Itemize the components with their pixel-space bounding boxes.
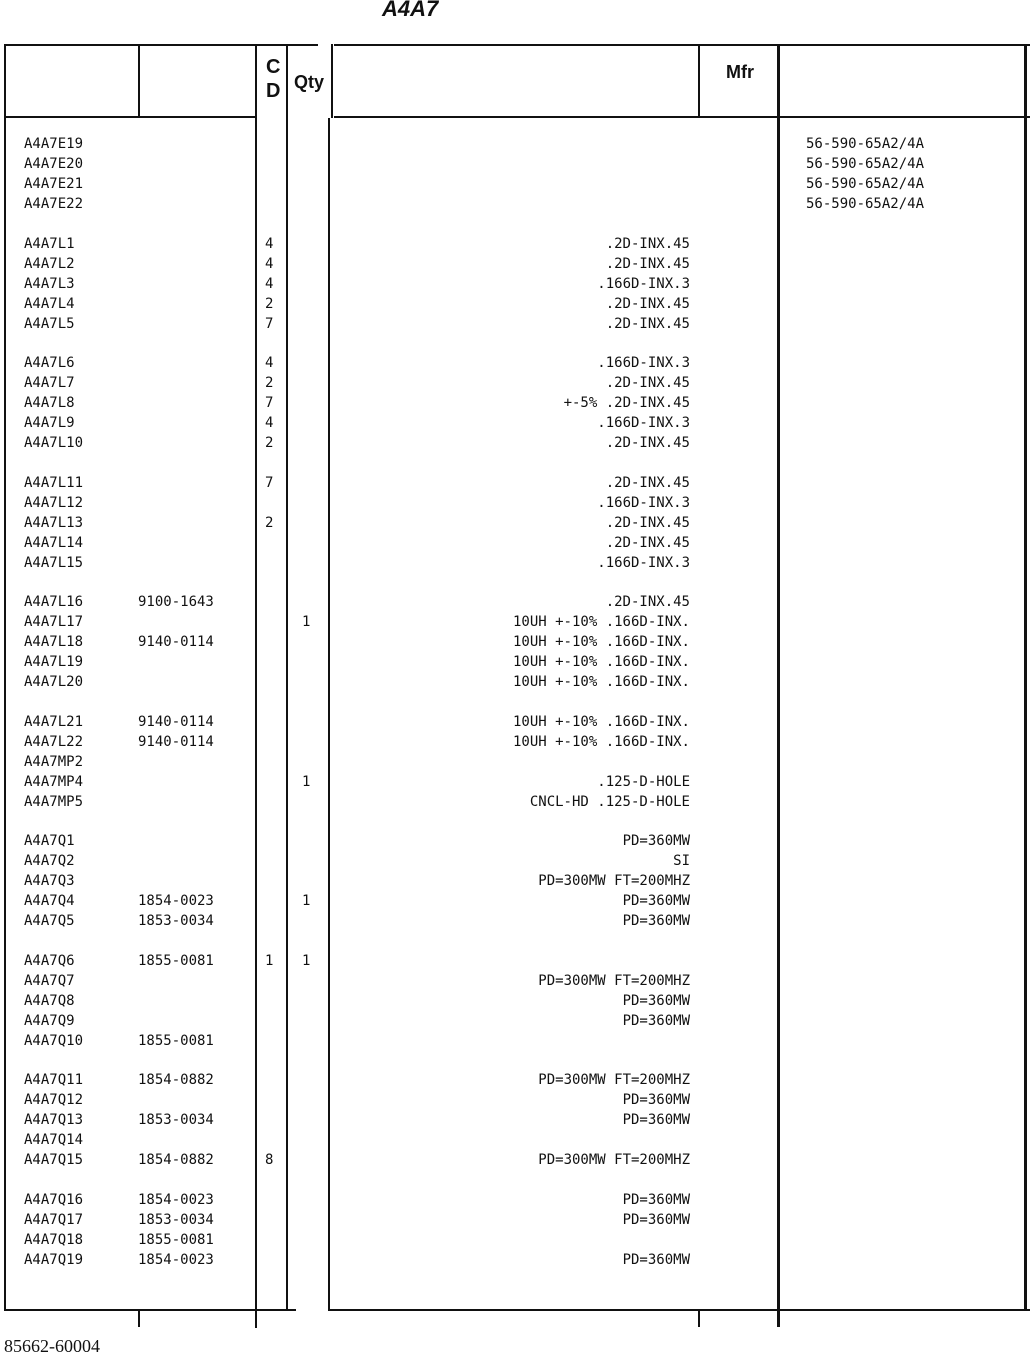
row-pn: 1855-0081 [138,1032,214,1049]
row-pn: 1854-0023 [138,1251,214,1268]
row-pn: 1853-0034 [138,1112,214,1128]
header-rule-left [4,116,256,118]
row-cd: 7 [265,474,274,491]
row-ref: A4A7L21 [24,713,84,730]
row-cd: 2 [265,295,274,312]
row-ref: A4A7Q7 [24,972,75,989]
row-ref: A4A7Q5 [24,913,75,929]
row-desc: .2D-INX.45 [605,534,690,551]
row-desc: .166D-INX.3 [597,554,690,571]
page-title: A4A7 [382,0,439,21]
row-desc: PD=300MW FT=200MHZ [538,972,690,989]
row-ref: A4A7L13 [24,514,84,531]
header-cd-top: C [266,56,281,78]
row-ref: A4A7L7 [24,375,75,391]
row-desc: PD=360MW [622,1191,690,1208]
col-line-1b [138,1311,140,1327]
header-mfr: Mfr [726,62,754,82]
row-ref: A4A7E20 [24,156,84,172]
row-ref: A4A7L18 [24,634,84,650]
col-line-7 [1024,44,1027,1310]
row-ref: A4A7L17 [24,614,84,630]
col-line-6 [777,44,780,1327]
row-desc: .2D-INX.45 [605,315,690,332]
col-line-3 [286,44,288,1310]
row-cd: 1 [265,952,274,969]
row-desc: PD=360MW [622,1112,690,1128]
row-ref: A4A7Q16 [24,1191,84,1208]
row-ref: A4A7Q2 [24,853,75,869]
row-desc: .166D-INX.3 [597,494,690,511]
row-ref: A4A7L2 [24,255,75,272]
row-desc: .166D-INX.3 [597,355,690,371]
row-ref: A4A7E19 [24,136,84,152]
row-pn: 1854-0882 [138,1072,214,1088]
row-desc: PD=360MW [622,833,690,849]
row-desc: .166D-INX.3 [597,415,690,431]
row-ref: A4A7L4 [24,295,75,312]
row-ref: A4A7Q1 [24,833,75,849]
row-desc: PD=300MW FT=200MHZ [538,1072,690,1088]
row-cd: 8 [265,1152,274,1168]
row-qty: 1 [302,773,311,790]
row-ref: A4A7L16 [24,594,84,610]
row-cd: 4 [265,415,274,431]
row-ref: A4A7E21 [24,176,84,192]
row-ref: A4A7L20 [24,674,84,690]
bottom-rule-left [4,1309,296,1311]
row-ref: A4A7L19 [24,654,84,670]
col-line-4 [331,44,333,118]
row-ref: A4A7Q4 [24,893,75,909]
row-pn: 1853-0034 [138,913,214,929]
row-desc: .2D-INX.45 [605,435,690,451]
row-ref: A4A7Q3 [24,873,75,889]
row-desc: PD=360MW [622,992,690,1009]
row-desc: PD=300MW FT=200MHZ [538,1152,690,1168]
row-pn: 1854-0023 [138,893,214,909]
bottom-rule-right [328,1309,1030,1311]
row-desc: PD=360MW [622,1012,690,1029]
row-ref: A4A7Q13 [24,1112,84,1128]
row-ref: A4A7Q19 [24,1251,84,1268]
row-ref: A4A7L14 [24,534,84,551]
row-pn: 1853-0034 [138,1211,214,1228]
row-ref: A4A7L12 [24,494,84,511]
col-line-0 [4,44,6,1311]
row-desc: 10UH +-10% .166D-INX. [512,713,690,730]
row-ref: A4A7L10 [24,435,84,451]
header-qty: Qty [294,72,325,92]
col-line-2 [255,44,257,1328]
row-ref: A4A7L11 [24,474,84,491]
row-desc: .2D-INX.45 [605,375,690,391]
row-ref: A4A7L3 [24,275,75,292]
row-cd: 2 [265,375,274,391]
document-number: 85662-60004 [4,1336,100,1356]
row-mfr-pn: 56-590-65A2/4A [806,136,925,152]
row-desc: 10UH +-10% .166D-INX. [512,634,690,650]
row-qty: 1 [302,952,311,969]
row-ref: A4A7Q15 [24,1152,84,1168]
row-pn: 1854-0023 [138,1191,214,1208]
row-pn: 9100-1643 [138,594,214,610]
row-desc: .2D-INX.45 [605,514,690,531]
row-ref: A4A7E22 [24,196,84,212]
col-line-1 [138,44,140,118]
row-ref: A4A7L9 [24,415,75,431]
row-ref: A4A7L8 [24,395,75,411]
row-desc: CNCL-HD .125-D-HOLE [529,793,690,810]
row-cd: 4 [265,275,274,292]
row-desc: PD=360MW [622,1092,690,1108]
col-line-5b [698,1311,700,1327]
row-cd: 2 [265,514,274,531]
row-ref: A4A7MP4 [24,773,84,790]
header-cd-bottom: D [266,80,281,102]
row-pn: 1855-0081 [138,952,214,969]
row-desc: PD=360MW [622,913,690,929]
row-desc: .2D-INX.45 [605,474,690,491]
row-ref: A4A7Q11 [24,1072,84,1088]
row-cd: 7 [265,315,274,332]
row-desc: PD=360MW [622,1251,690,1268]
row-desc: .2D-INX.45 [605,235,690,252]
row-desc: PD=300MW FT=200MHZ [538,873,690,889]
row-desc: .2D-INX.45 [605,295,690,312]
row-desc: +-5% .2D-INX.45 [563,395,690,411]
row-ref: A4A7MP5 [24,793,84,810]
row-ref: A4A7L6 [24,355,75,371]
row-desc: 10UH +-10% .166D-INX. [512,733,690,750]
row-cd: 4 [265,255,274,272]
header-rule-right [334,116,1030,118]
row-cd: 2 [265,435,274,451]
row-desc: .2D-INX.45 [605,594,690,610]
row-ref: A4A7Q9 [24,1012,75,1029]
row-mfr-pn: 56-590-65A2/4A [806,156,925,172]
row-desc: .125-D-HOLE [597,773,690,790]
row-desc: 10UH +-10% .166D-INX. [512,674,690,690]
row-mfr-pn: 56-590-65A2/4A [806,176,925,192]
row-ref: A4A7Q17 [24,1211,84,1228]
row-pn: 1855-0081 [138,1231,214,1248]
row-pn: 9140-0114 [138,634,214,650]
row-pn: 9140-0114 [138,713,214,730]
row-ref: A4A7L15 [24,554,84,571]
row-desc: .2D-INX.45 [605,255,690,272]
top-rule-right [334,44,1030,46]
row-cd: 7 [265,395,274,411]
row-ref: A4A7Q10 [24,1032,84,1049]
row-desc: .166D-INX.3 [597,275,690,292]
row-pn: 9140-0114 [138,733,214,750]
row-pn: 1854-0882 [138,1152,214,1168]
row-ref: A4A7Q8 [24,992,75,1009]
row-desc: 10UH +-10% .166D-INX. [512,654,690,670]
row-ref: A4A7L1 [24,235,75,252]
row-ref: A4A7L22 [24,733,84,750]
row-desc: SI [673,853,690,869]
row-desc: 10UH +-10% .166D-INX. [512,614,690,630]
row-ref: A4A7MP2 [24,753,84,770]
col-line-4b [328,118,330,1310]
row-ref: A4A7Q14 [24,1132,84,1148]
row-desc: PD=360MW [622,893,690,909]
row-ref: A4A7Q6 [24,952,75,969]
row-cd: 4 [265,355,274,371]
row-qty: 1 [302,893,311,909]
row-ref: A4A7Q12 [24,1092,84,1108]
row-mfr-pn: 56-590-65A2/4A [806,196,925,212]
row-ref: A4A7L5 [24,315,75,332]
top-rule-left [4,44,318,46]
row-desc: PD=360MW [622,1211,690,1228]
row-ref: A4A7Q18 [24,1231,84,1248]
row-qty: 1 [302,614,311,630]
col-line-5 [698,44,700,118]
row-cd: 4 [265,235,274,252]
